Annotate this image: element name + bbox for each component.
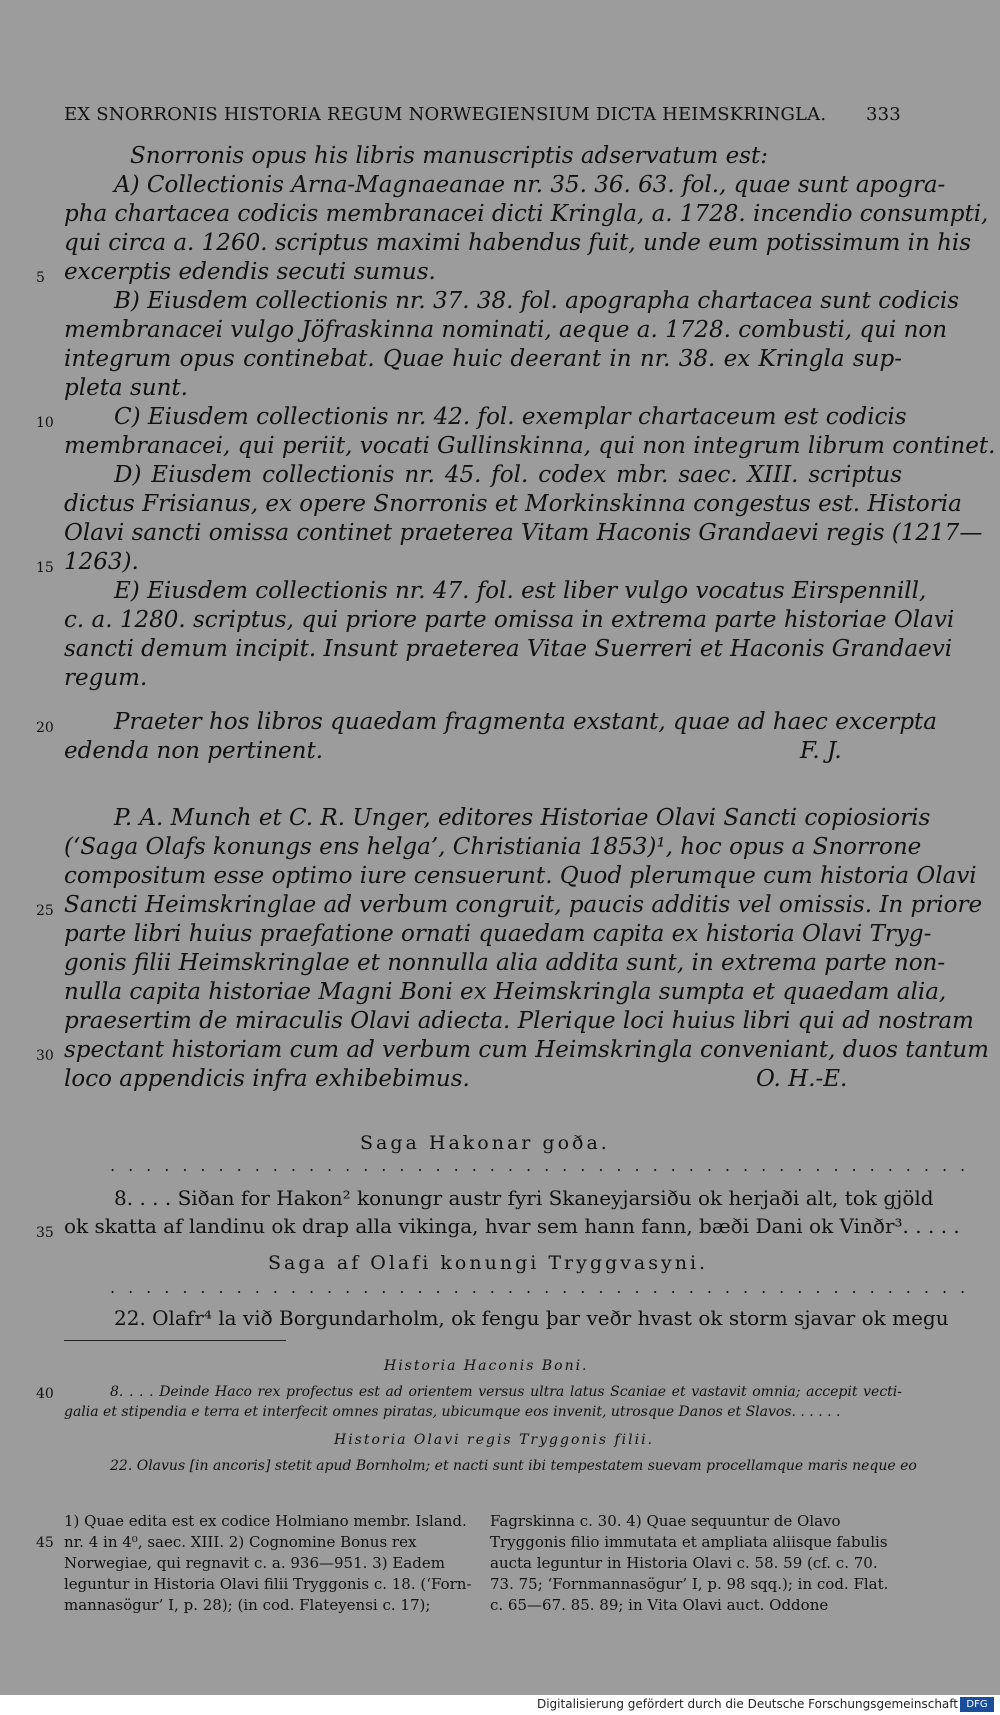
text-line: P. A. Munch et C. R. Unger, editores Historiae Olavi Sancti copiosioris bbox=[114, 805, 931, 831]
line-number: 35 bbox=[36, 1225, 54, 1241]
text-line: excerptis edendis secuti sumus. bbox=[64, 259, 436, 285]
line-number: 30 bbox=[36, 1048, 54, 1064]
text-line: compositum esse optimo iure censuerunt. Quod plerumque cum historia Olavi bbox=[64, 863, 977, 889]
text-line: Praeter hos libros quaedam fragmenta exstant, quae ad haec excerpta bbox=[114, 709, 937, 735]
footnote-line: mannasögur’ I, p. 28); (in cod. Flateyensi c. 17); bbox=[64, 1596, 431, 1614]
footnote-line: leguntur in Historia Olavi filii Tryggonis c. 18. (‘Forn- bbox=[64, 1575, 472, 1593]
line-number: 20 bbox=[36, 720, 54, 736]
line-number: 40 bbox=[36, 1386, 54, 1402]
text-line: qui circa a. 1260. scriptus maximi habendus fuit, unde eum potissimum in his bbox=[64, 230, 972, 256]
ellipsis-row: ................................................ bbox=[110, 1278, 979, 1297]
text-line: pleta sunt. bbox=[64, 375, 188, 401]
separator-rule bbox=[64, 1340, 286, 1341]
text-line: membranacei vulgo Jöfraskinna nominati, aeque a. 1728. combusti, qui non bbox=[64, 317, 948, 343]
footer-bar bbox=[0, 1695, 1000, 1715]
line-number: 15 bbox=[36, 560, 54, 576]
footnote-line: c. 65—67. 85. 89; in Vita Olavi auct. Oddone bbox=[490, 1596, 829, 1614]
footnote-line: nr. 4 in 4⁰, saec. XIII. 2) Cognomine Bonus rex bbox=[64, 1533, 417, 1551]
line-number: 25 bbox=[36, 903, 54, 919]
text-line: 22. Olafr⁴ la við Borgundarholm, ok fengu þar veðr hvast ok storm sjavar ok megu bbox=[114, 1306, 949, 1330]
text-line: nulla capita historiae Magni Boni ex Heimskringla sumpta et quaedam alia, bbox=[64, 979, 947, 1005]
text-line: 8. . . . Deinde Haco rex profectus est ad orientem versus ultra latus Scaniae et vastavit omnia; accepit vecti- bbox=[110, 1384, 902, 1400]
text-line: galia et stipendia e terra et interfecit omnes piratas, ubicumque eos invenit, utrosque Danos et Slavos. . . . . . bbox=[64, 1404, 841, 1420]
text-line: pha chartacea codicis membranacei dicti Kringla, a. 1728. incendio consumpti, bbox=[64, 201, 989, 227]
text-line: E) Eiusdem collectionis nr. 47. fol. est liber vulgo vocatus Eirspennill, bbox=[114, 578, 927, 604]
text-line: membranacei, qui periit, vocati Gullinskinna, qui non integrum librum continet. bbox=[64, 433, 996, 459]
line-number: 10 bbox=[36, 415, 54, 431]
saga-title: Saga Hakonar goða. bbox=[360, 1132, 610, 1154]
ellipsis-row: ................................................ bbox=[110, 1156, 979, 1175]
text-line: A) Collectionis Arna-Magnaeanae nr. 35. 36. 63. fol., quae sunt apogra- bbox=[114, 172, 946, 198]
running-header-title: EX SNORRONIS HISTORIA REGUM NORWEGIENSIUM DICTA HEIMSKRINGLA. bbox=[64, 104, 827, 125]
text-line: Olavi sancti omissa continet praeterea Vitam Haconis Grandaevi regis (1217— bbox=[64, 520, 983, 546]
footnote-line: aucta leguntur in Historia Olavi c. 58. 59 (cf. c. 70. bbox=[490, 1554, 878, 1572]
text-line: B) Eiusdem collectionis nr. 37. 38. fol. apographa chartacea sunt codicis bbox=[114, 288, 960, 314]
text-line: parte libri huius praefatione ornati quaedam capita ex historia Olavi Tryg- bbox=[64, 921, 932, 947]
text-line: spectant historiam cum ad verbum cum Heimskringla conveniant, duos tantum bbox=[64, 1037, 989, 1063]
footer-credit: Digitalisierung gefördert durch die Deutsche Forschungsgemeinschaft bbox=[536, 1697, 958, 1711]
line-number: 5 bbox=[36, 270, 45, 286]
text-line: Snorronis opus his libris manuscriptis adservatum est: bbox=[130, 143, 768, 169]
text-line: (‘Saga Olafs konungs ens helga’, Christiania 1853)¹, hoc opus a Snorrone bbox=[64, 834, 922, 860]
text-line: D) Eiusdem collectionis nr. 45. fol. codex mbr. saec. XIII. scriptus bbox=[114, 462, 902, 488]
footnote-line: Tryggonis filio immutata et ampliata aliisque fabulis bbox=[490, 1533, 888, 1551]
latin-title: Historia Haconis Boni. bbox=[384, 1358, 589, 1374]
line-number: 45 bbox=[36, 1535, 54, 1551]
text-line: regum. bbox=[64, 665, 148, 691]
text-line: edenda non pertinent. bbox=[64, 738, 324, 764]
footnote-line: 1) Quae edita est ex codice Holmiano membr. Island. bbox=[64, 1512, 467, 1530]
footnote-line: Fagrskinna c. 30. 4) Quae sequuntur de Olavo bbox=[490, 1512, 841, 1530]
dfg-logo: DFG bbox=[960, 1697, 994, 1712]
text-line: c. a. 1280. scriptus, qui priore parte omissa in extrema parte historiae Olavi bbox=[64, 607, 955, 633]
page-number: 333 bbox=[866, 104, 901, 125]
signature: F. J. bbox=[800, 738, 842, 764]
text-line: integrum opus continebat. Quae huic deerant in nr. 38. ex Kringla sup- bbox=[64, 346, 902, 372]
text-line: gonis filii Heimskringlae et nonnulla alia addita sunt, in extrema parte non- bbox=[64, 950, 946, 976]
footnote-line: Norwegiae, qui regnavit c. a. 936—951. 3) Eadem bbox=[64, 1554, 445, 1572]
footnote-line: 73. 75; ‘Fornmannasögur’ I, p. 98 sqq.); in cod. Flat. bbox=[490, 1575, 889, 1593]
signature: O. H.-E. bbox=[756, 1066, 848, 1092]
text-line: C) Eiusdem collectionis nr. 42. fol. exemplar chartaceum est codicis bbox=[114, 404, 907, 430]
text-line: loco appendicis infra exhibebimus. bbox=[64, 1066, 470, 1092]
text-line: dictus Frisianus, ex opere Snorronis et Morkinskinna congestus est. Historia bbox=[64, 491, 962, 517]
text-line: ok skatta af landinu ok drap alla vikinga, hvar sem hann fann, bæði Dani ok Vinðr³. . . . . bbox=[64, 1214, 960, 1238]
text-line: praesertim de miraculis Olavi adiecta. Plerique loci huius libri qui ad nostram bbox=[64, 1008, 974, 1034]
text-line: 1263). bbox=[64, 549, 139, 575]
text-line: Sancti Heimskringlae ad verbum congruit, paucis additis vel omissis. In priore bbox=[64, 892, 983, 918]
text-line: 8. . . . Siðan for Hakon² konungr austr fyri Skaneyjarsiðu ok herjaði alt, tok gjöld bbox=[114, 1186, 934, 1210]
text-line: 22. Olavus [in ancoris] stetit apud Bornholm; et nacti sunt ibi tempestatem suevam procellamque maris neque eo bbox=[110, 1458, 917, 1474]
saga-title: Saga af Olafi konungi Tryggvasyni. bbox=[268, 1252, 709, 1274]
text-line: sancti demum incipit. Insunt praeterea Vitae Suerreri et Haconis Grandaevi bbox=[64, 636, 953, 662]
latin-title: Historia Olavi regis Tryggonis filii. bbox=[334, 1432, 655, 1448]
